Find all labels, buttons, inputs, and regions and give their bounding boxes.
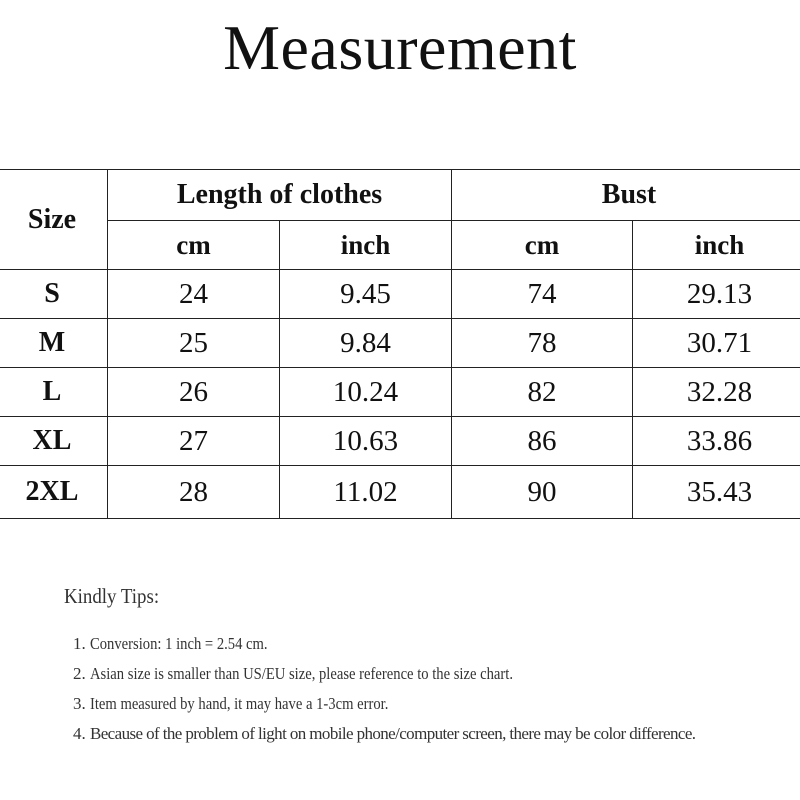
tip-item bbox=[90, 629, 724, 659]
length-inch-cell: 10.24 bbox=[280, 368, 452, 417]
page-title: Measurement bbox=[223, 12, 577, 83]
length-cm-cell: 26 bbox=[108, 368, 280, 417]
length-cm-header: cm bbox=[108, 221, 280, 270]
tip-text: Item measured by hand, it may have a 1-3cm error. bbox=[90, 694, 389, 713]
size-cell: L bbox=[0, 368, 108, 417]
length-inch-cell: 11.02 bbox=[280, 466, 452, 519]
size-column-header: Size bbox=[0, 170, 108, 270]
size-cell: M bbox=[0, 319, 108, 368]
tip-item bbox=[90, 659, 724, 689]
bust-inch-header: inch bbox=[633, 221, 800, 270]
length-inch-header: inch bbox=[280, 221, 452, 270]
bust-inch-cell: 29.13 bbox=[633, 270, 800, 319]
tips-section bbox=[64, 583, 724, 749]
tip-text: Asian size is smaller than US/EU size, please reference to the size chart. bbox=[90, 664, 514, 683]
size-cell: S bbox=[0, 270, 108, 319]
length-cm-cell: 27 bbox=[108, 417, 280, 466]
table-row bbox=[0, 466, 800, 519]
bust-inch-cell: 33.86 bbox=[633, 417, 800, 466]
bust-cm-header: cm bbox=[452, 221, 633, 270]
bust-inch-cell: 30.71 bbox=[633, 319, 800, 368]
length-group-header: Length of clothes bbox=[108, 170, 452, 221]
tip-text: 4. Because of the problem of light on mobile phone/computer screen, there may be color difference. bbox=[90, 724, 696, 743]
bust-cm-cell: 90 bbox=[452, 466, 633, 519]
bust-group-header: Bust bbox=[452, 170, 800, 221]
table-row bbox=[0, 319, 800, 368]
table-row bbox=[0, 368, 800, 417]
tips-list bbox=[64, 629, 724, 749]
length-cm-cell: 24 bbox=[108, 270, 280, 319]
size-chart-table bbox=[0, 169, 800, 519]
bust-inch-cell: 35.43 bbox=[633, 466, 800, 519]
tip-item bbox=[90, 719, 724, 749]
table-row bbox=[0, 270, 800, 319]
length-inch-cell: 9.45 bbox=[280, 270, 452, 319]
table-row bbox=[0, 417, 800, 466]
bust-cm-cell: 82 bbox=[452, 368, 633, 417]
length-cm-cell: 28 bbox=[108, 466, 280, 519]
tip-text: Conversion: 1 inch = 2.54 cm. bbox=[90, 634, 268, 653]
bust-cm-cell: 78 bbox=[452, 319, 633, 368]
size-cell: 2XL bbox=[0, 466, 108, 519]
bust-cm-cell: 74 bbox=[452, 270, 633, 319]
tips-title: Kindly Tips: bbox=[64, 584, 160, 608]
bust-cm-cell: 86 bbox=[452, 417, 633, 466]
tip-item bbox=[90, 689, 724, 719]
length-inch-cell: 10.63 bbox=[280, 417, 452, 466]
size-cell: XL bbox=[0, 417, 108, 466]
bust-inch-cell: 32.28 bbox=[633, 368, 800, 417]
length-inch-cell: 9.84 bbox=[280, 319, 452, 368]
length-cm-cell: 25 bbox=[108, 319, 280, 368]
